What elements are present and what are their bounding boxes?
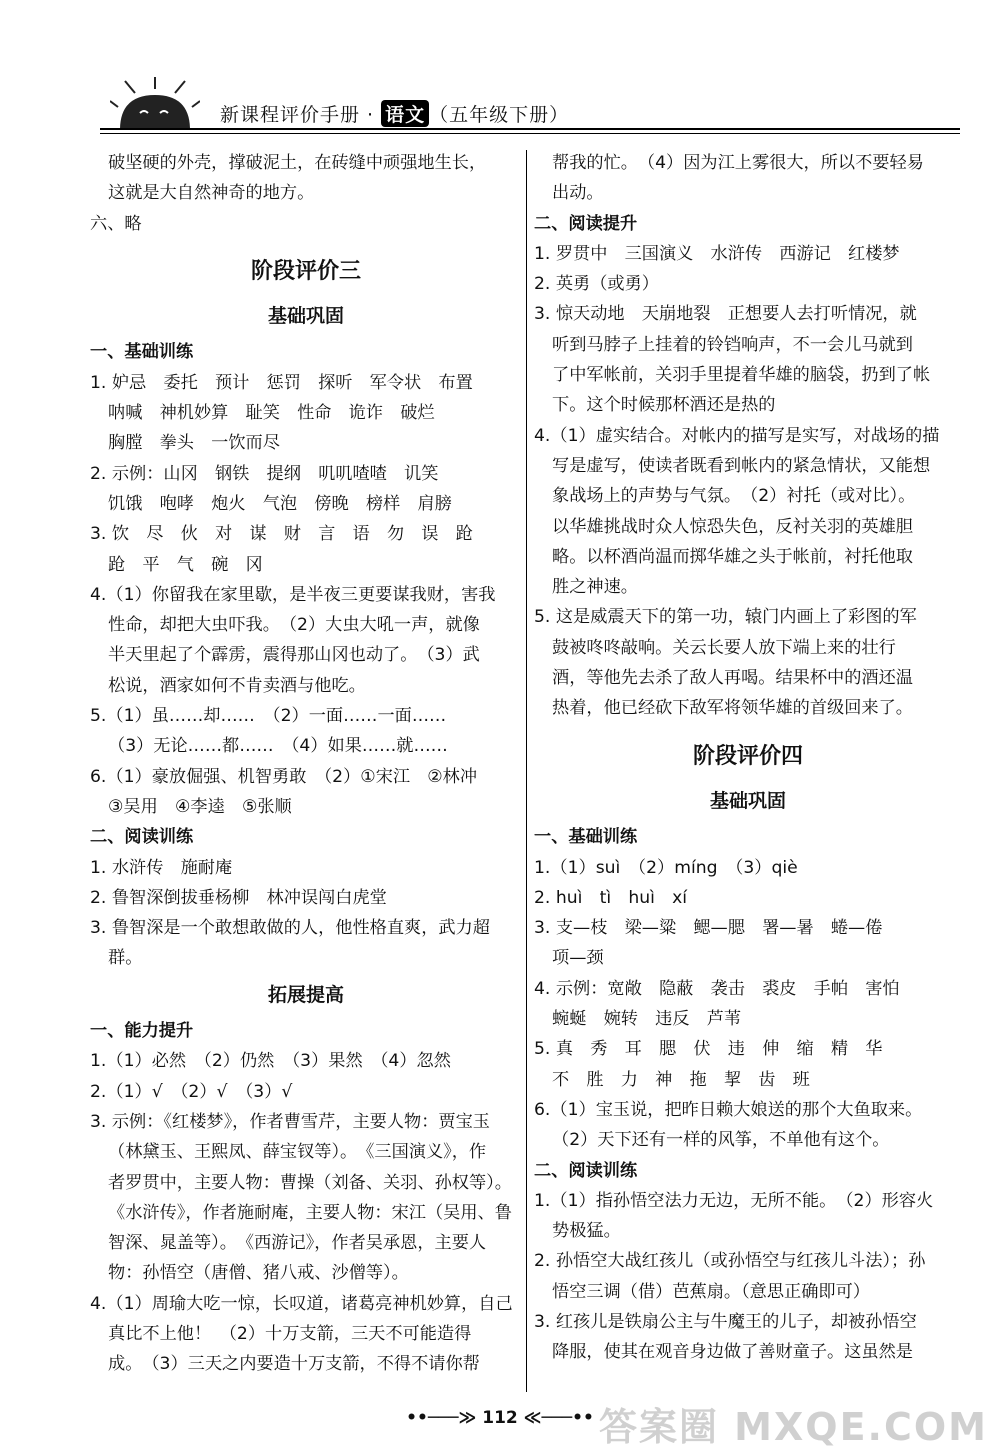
answer-line: 4.（1）你留我在家里歇，是半夜三更要谋我财，害我 [90, 584, 496, 605]
answer-line: 以华雄挑战时众人惊恐失色，反衬关羽的英雄胆 [552, 516, 913, 537]
answer-line: 3. 示例：《红楼梦》，作者曹雪芹，主要人物：贾宝玉 [90, 1111, 490, 1132]
answer-line: 5.（1）虽……却…… （2）一面……一面…… [90, 706, 447, 727]
answer-line: 1.（1）指孙悟空法力无边，无所不能。 （2）形容火 [534, 1190, 934, 1211]
answer-line: （3）无论……都…… （4）如果……就…… [108, 736, 448, 757]
section-heading: 二、阅读训练 [90, 827, 194, 848]
answer-line: 降服，使其在观音身边做了善财童子。这虽然是 [552, 1342, 913, 1363]
answer-line: 3. 红孩儿是铁扇公主与牛魔王的儿子，却被孙悟空 [534, 1311, 917, 1332]
section-heading: 一、能力提升 [90, 1021, 194, 1042]
section-heading: 一、基础训练 [534, 827, 638, 848]
answer-line: 听到马脖子上挂着的铃铛响声，不一会儿马就到 [552, 334, 913, 355]
answer-line: 跄 平 气 碗 冈 [108, 554, 263, 575]
answer-line: 鼓被咚咚敲响。关云长要人放下端上来的壮行 [552, 637, 896, 658]
answer-line: 1. 妒忌 委托 预计 惩罚 探听 军令状 布置 [90, 372, 473, 393]
answer-line: 2. 鲁智深倒拔垂杨柳 林冲误闯白虎堂 [90, 887, 387, 908]
answer-line: 2. 孙悟空大战红孩儿（或孙悟空与红孩儿斗法）；孙 [534, 1251, 926, 1272]
answer-line: 了中军帐前，关羽手里提着华雄的脑袋，扔到了帐 [552, 365, 931, 386]
answer-line: 破坚硬的外壳，撑破泥土，在砖缝中顽强地生长， [108, 153, 487, 173]
answer-line: 六、略 [90, 213, 142, 234]
answer-line: 3. 支—枝 梁—粱 鳃—腮 署—暑 蜷—倦 [534, 918, 883, 939]
answer-line: 松说，酒家如何不肯卖酒与他吃。 [108, 675, 366, 696]
answer-line: 4. 示例：宽敞 隐蔽 袭击 裘皮 手帕 害怕 [534, 978, 900, 999]
answer-line: 6.（1）宝玉说，把昨日赖大娘送的那个大鱼取来。 [534, 1099, 923, 1120]
subject-badge: 语文 [381, 100, 429, 127]
page-number: 112 [482, 1408, 518, 1428]
answer-line: 项—颈 [552, 948, 604, 969]
right-column [534, 148, 962, 1368]
answer-line: 1.（1）suì （2）míng （3）qiè [534, 857, 798, 878]
answer-line: 酒，等他先去杀了敌人再喝。结果杯中的酒还温 [552, 668, 913, 689]
answer-line: 真比不上他！ （2）十万支箭，三天不可能造得 [108, 1323, 472, 1344]
section-title: 阶段评价三 [250, 258, 361, 284]
subsection-title: 基础巩固 [267, 305, 344, 328]
answer-line: 胸膛 拳头 一饮而尽 [108, 433, 280, 454]
answer-line: 《水浒传》，作者施耐庵，主要人物：宋江（吴用、鲁 [108, 1202, 512, 1223]
answer-line: 5. 真 秀 耳 腮 伏 违 伸 缩 精 华 [534, 1039, 883, 1060]
header-title [220, 100, 569, 127]
answer-line: 象战场上的声势与气氛。 （2）衬托（或对比）。 [552, 486, 916, 507]
answer-line: 下。这个时候那杯酒还是热的 [552, 395, 776, 416]
answer-line: （2）天下还有一样的风筝，不单他有这个。 [552, 1130, 890, 1151]
answer-line: 势极猛。 [552, 1221, 621, 1242]
answer-line: 物：孙悟空（唐僧、猪八戒、沙僧等）。 [108, 1263, 409, 1284]
answer-line: 1. 水浒传 施耐庵 [90, 857, 233, 878]
answer-line: 5. 这是威震天下的第一功，辕门内画上了彩图的军 [534, 607, 917, 628]
answer-line: 者罗贯中，主要人物：曹操（刘备、关羽、孙权等）。 [108, 1172, 512, 1193]
page-header [80, 40, 960, 140]
answer-line: 4.（1）虚实结合。对帐内的描写是实写，对战场的描 [534, 425, 940, 446]
answer-line: 悟空三调（借）芭蕉扇。（意思正确即可） [552, 1281, 870, 1302]
answer-line: 帮我的忙。 （4）因为江上雾很大，所以不要轻易 [552, 153, 924, 173]
header-rule-thin [100, 133, 960, 134]
answer-line: 3. 鲁智深是一个敢想敢做的人，他性格直爽，武力超 [90, 918, 490, 939]
answer-line: 2. 英勇（或勇） [534, 274, 659, 295]
answer-line: 3. 饮 尽 伙 对 谋 财 言 语 勿 误 跄 [90, 524, 473, 545]
watermark: 答案圈 MXQE.COM [598, 1405, 988, 1449]
answer-line: 不 胜 力 神 拖 挈 齿 班 [552, 1069, 810, 1090]
sun-logo-icon [110, 75, 200, 135]
answer-line: （林黛玉、王熙凤、薛宝钗等）。 《三国演义》，作 [108, 1142, 487, 1163]
footer-ornament-left: ••───≫ [406, 1408, 483, 1428]
answer-line: 4.（1）周瑜大吃一惊，长叹道，诸葛亮神机妙算，自己 [90, 1293, 513, 1314]
answer-line: 1.（1）必然 （2）仍然 （3）果然 （4）忽然 [90, 1051, 451, 1072]
header-rule [100, 128, 960, 130]
section-heading: 一、基础训练 [90, 342, 194, 363]
answer-line: 胜之神速。 [552, 577, 638, 598]
answer-line: 成。 （3）三天之内要造十万支箭，不得不请你帮 [108, 1354, 480, 1375]
answer-line: 3. 惊天动地 天崩地裂 正想要人去打听情况，就 [534, 304, 917, 325]
footer-ornament-right: ≪───•• [517, 1408, 594, 1428]
answer-line: 2.（1）√ （2）√ （3）√ [90, 1081, 293, 1102]
answer-line: 半天里起了个霹雳，震得那山冈也动了。 （3）武 [108, 645, 480, 666]
answer-line: 出动。 [552, 183, 604, 204]
subsection-title: 拓展提高 [267, 983, 344, 1006]
answer-line: 略。以杯酒尚温而掷华雄之头于帐前，衬托他取 [552, 546, 913, 567]
answer-line: 饥饿 咆哮 炮火 气泡 傍晚 榜样 肩膀 [108, 493, 452, 514]
header-book-title: 新课程评价手册 · [220, 104, 382, 126]
header-grade: （五年级下册） [429, 104, 570, 126]
answer-line: 6.（1）豪放倔强、机智勇敢 （2）①宋江 ②林冲 [90, 766, 478, 787]
answer-line: 写是虚写，使读者既看到帐内的紧急情状，又能想 [552, 455, 931, 476]
answer-line: 蜿蜒 婉转 违反 芦苇 [552, 1009, 742, 1030]
column-divider [526, 150, 527, 1392]
section-heading: 二、阅读提升 [534, 213, 638, 234]
answer-line: 1. 罗贯中 三国演义 水浒传 西游记 红楼梦 [534, 243, 900, 264]
answer-line: 2. 示例：山冈 钢铁 提纲 叽叽喳喳 讥笑 [90, 463, 439, 484]
section-title: 阶段评价四 [692, 743, 803, 769]
answer-line: 智深、晁盖等）。 《西游记》，作者吴承恩，主要人 [108, 1233, 487, 1254]
answer-line: 呐喊 神机妙算 耻笑 性命 诡诈 破烂 [108, 403, 435, 424]
subsection-title: 基础巩固 [709, 789, 786, 812]
left-column [90, 148, 522, 1380]
answer-line: 热着，他已经砍下敌军将领华雄的首级回来了。 [552, 698, 913, 719]
section-heading: 二、阅读训练 [534, 1160, 638, 1181]
answer-line: 这就是大自然神奇的地方。 [108, 183, 315, 204]
answer-line: 群。 [108, 948, 143, 969]
answer-line: 2. huì tì huì xí [534, 887, 688, 908]
answer-line: 性命，却把大虫吓我。 （2）大虫大吼一声，就像 [108, 615, 480, 636]
answer-line: ③吴用 ④李逵 ⑤张顺 [108, 796, 292, 817]
